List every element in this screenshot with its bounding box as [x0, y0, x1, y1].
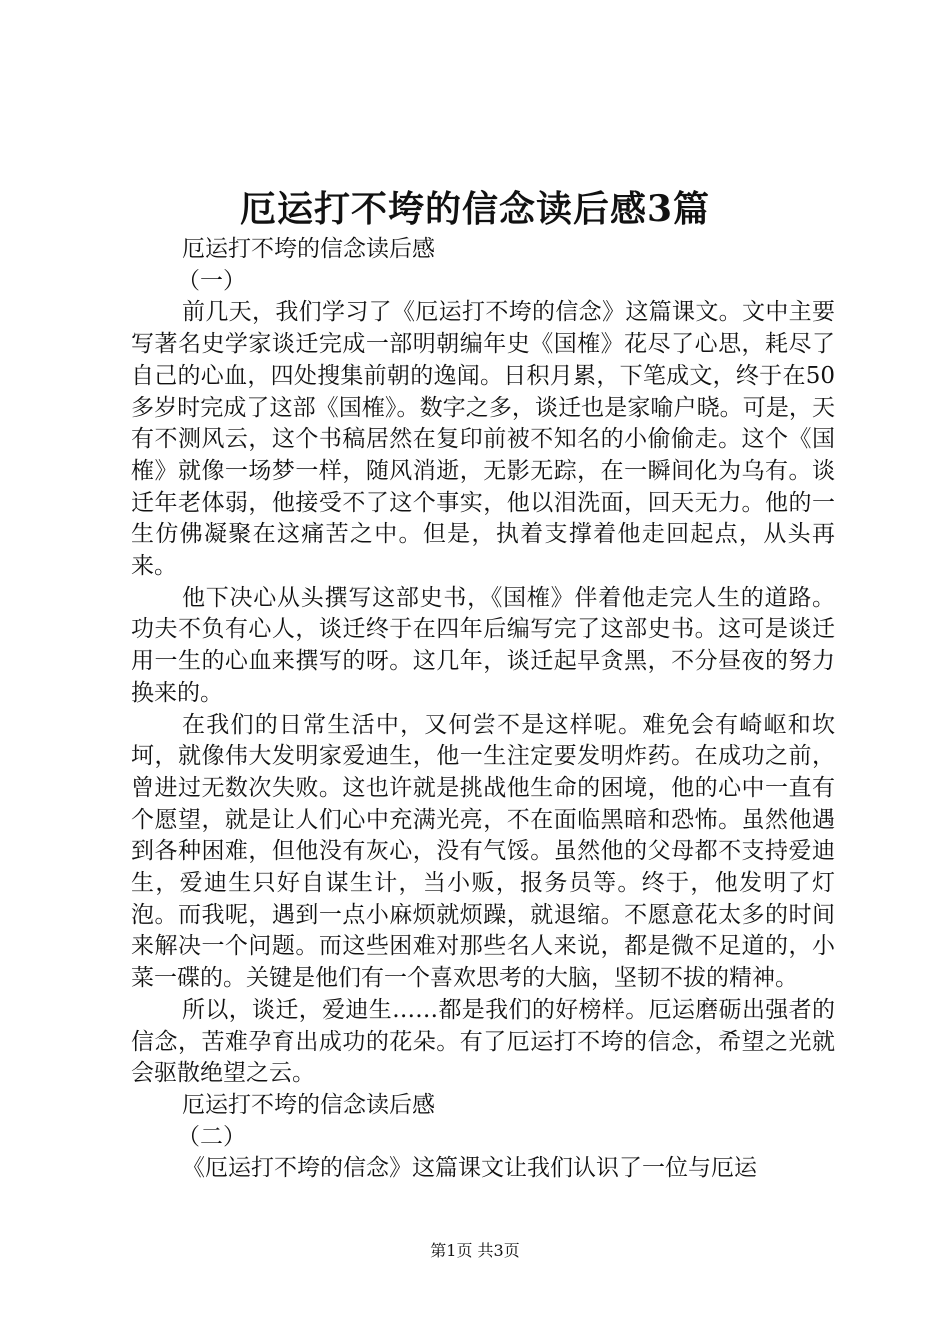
paragraph: 在我们的日常生活中，又何尝不是这样呢。难免会有崎岖和坎坷，就像伟大发明家爱迪生，他一生注定要发明炸药。在成功之前，曾进过无数次失败。这也许就是挑战他生命的困境，他的心中一直有个愿望，就是让人们心中充满光亮，不在面临黑暗和恐怖。虽然他遇到各种困难，但他没有灰心，没有气馁。虽然他的父母都不支持爱迪生，爱迪生只好自谋生计，当小贩，报务员等。终于，他发明了灯泡。而我呢，遇到一点小麻烦就烦躁，就退缩。不愿意花太多的时间来解决一个问题。而这些困难对那些名人来说，都是微不足道的，小菜一碟的。关键是他们有一个喜欢思考的大脑，坚韧不拔的精神。: [131, 711, 835, 992]
section-heading: 厄运打不垮的信念读后感: [182, 1091, 435, 1118]
paragraph: 所以，谈迁，爱迪生……都是我们的好榜样。厄运磨砺出强者的信念，苦难孕育出成功的花朵。有了厄运打不垮的信念，希望之光就会驱散绝望之云。: [131, 996, 835, 1087]
section-2: [131, 1090, 835, 1185]
document-title: 厄运打不垮的信念读后感3篇: [239, 188, 711, 230]
page-footer: 第1页 共3页: [430, 1241, 520, 1260]
section-heading: 厄运打不垮的信念读后感: [182, 236, 435, 262]
section-number: （一）: [177, 267, 246, 294]
paragraph: 前几天，我们学习了《厄运打不垮的信念》这篇课文。文中主要写著名史学家谈迁完成一部明朝编年史《国榷》花尽了心思，耗尽了自己的心血，四处搜集前朝的逸闻。日积月累，下笔成文，终于在50多岁时完成了这部《国榷》。数字之多，谈迁也是家喻户晓。可是，天有不测风云，这个书稿居然在复印前被不知名的小偷偷走。这个《国榷》就像一场梦一样，随风消逝，无影无踪，在一瞬间化为乌有。谈迁年老体弱，他接受不了这个事实，他以泪洗面，回天无力。他的一生仿佛凝聚在这痛苦之中。但是，执着支撑着他走回起点，从头再来。: [131, 299, 835, 580]
paragraph: 《厄运打不垮的信念》这篇课文让我们认识了一位与厄运: [182, 1155, 757, 1182]
section-number: （二）: [177, 1123, 246, 1150]
document-body: [131, 234, 835, 1185]
section-1: [131, 234, 835, 1090]
paragraph: 他下决心从头撰写这部史书，《国榷》伴着他走完人生的道路。功夫不负有心人，谈迁终于在四年后编写完了这部史书。这可是谈迁用一生的心血来撰写的呀。这几年，谈迁起早贪黑，不分昼夜的努力换来的。: [131, 584, 835, 706]
